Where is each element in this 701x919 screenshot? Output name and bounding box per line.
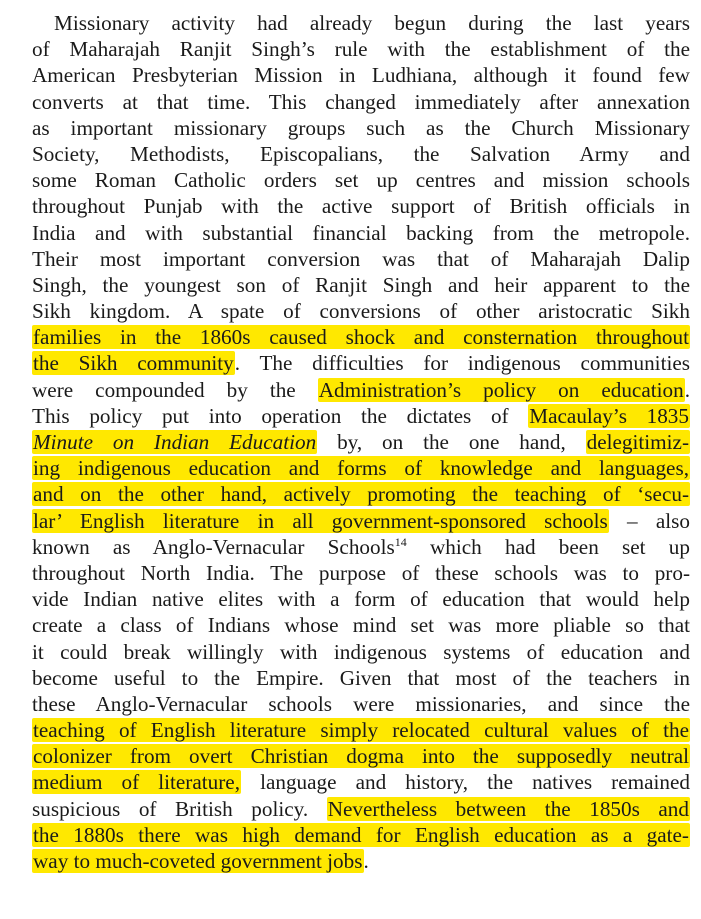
text-line (32, 822, 690, 848)
text-span: . (363, 849, 369, 873)
highlighted-text: Administration’s policy on education (318, 377, 684, 402)
text-line (32, 89, 690, 115)
text-line (32, 193, 690, 219)
text-span: India and with substantial financial backing from the metropole. (32, 220, 690, 245)
text-span: Missionary activity had already begun during the last years (54, 11, 690, 35)
text-line (32, 115, 690, 141)
text-span: American Presbyterian Mission in Ludhiana, although it found few (32, 63, 690, 88)
text-span: . (684, 377, 690, 402)
text-line (32, 62, 690, 88)
highlighted-text: Minute on Indian Education (33, 430, 317, 454)
text-line (32, 639, 690, 665)
text-span: some Roman Catholic orders set up centres and mission schools (32, 168, 690, 193)
text-span: known as Anglo-Vernacular Schools (32, 534, 395, 559)
text-span: were compounded by the (32, 377, 318, 402)
highlighted-text: the Sikh community (33, 351, 234, 376)
text-line (32, 272, 690, 298)
text-span: converts at that time. This changed immediately after annexation (32, 89, 690, 114)
text-line (32, 743, 690, 769)
text-span: become useful to the Empire. Given that most of the teachers in (32, 665, 690, 690)
highlighted-text: Macaulay’s 1835 (529, 403, 689, 428)
text-line (32, 612, 690, 638)
text-line (32, 691, 690, 717)
text-line (32, 429, 690, 455)
highlighted-text: Nevertheless between the 1850s and (327, 796, 689, 821)
text-span: vide Indian native elites with a form of education that would help (32, 587, 690, 612)
text-line (32, 534, 690, 560)
highlighted-text: way to much-coveted government jobs (33, 849, 363, 873)
text-line (32, 350, 690, 376)
text-line (32, 377, 690, 403)
text-line (32, 665, 690, 691)
text-span: Singh, the youngest son of Ranjit Singh and heir apparent to the (32, 272, 690, 297)
text-line (32, 560, 690, 586)
text-line (32, 769, 690, 795)
text-span: which had been set up (406, 534, 690, 559)
text-span: create a class of Indians whose mind set was more pliable so that (32, 613, 690, 638)
text-line (32, 586, 690, 612)
text-line (32, 403, 690, 429)
text-line (32, 508, 690, 534)
text-span: these Anglo-Vernacular schools were missionaries, and since the (32, 691, 690, 716)
text-span: . The difficulties for indigenous communities (234, 351, 690, 376)
text-span: of Maharajah Ranjit Singh’s rule with the establishment of the (32, 37, 690, 62)
text-line (32, 481, 690, 507)
highlighted-text: lar’ English literature in all government-sponsored schools (33, 508, 608, 533)
text-line (32, 167, 690, 193)
text-span: Sikh kingdom. A spate of conversions of other aristocratic Sikh (32, 299, 690, 324)
text-line (32, 455, 690, 481)
text-span: This policy put into operation the dictates of (32, 403, 529, 428)
text-span: throughout Punjab with the active support of British officials in (32, 194, 690, 219)
text-line (32, 246, 690, 272)
text-span: suspicious of British policy. (32, 796, 327, 821)
highlighted-text: teaching of English literature simply relocated cultural values of the (33, 718, 689, 743)
text-line (32, 796, 690, 822)
highlighted-text: families in the 1860s caused shock and consternation throughout (33, 325, 689, 350)
text-line (32, 298, 690, 324)
highlighted-text: and on the other hand, actively promoting the teaching of ‘secu- (33, 482, 689, 507)
highlighted-text: ing indigenous education and forms of knowledge and languages, (33, 456, 689, 481)
text-span: Society, Methodists, Episcopalians, the Salvation Army and (32, 141, 690, 166)
text-span: it could break willingly with indigenous systems of education and (32, 639, 690, 664)
text-line (32, 220, 690, 246)
text-span: as important missionary groups such as the Church Missionary (32, 115, 690, 140)
text-span: language and history, the natives remained (241, 770, 690, 795)
text-line (32, 36, 690, 62)
text-line (32, 324, 690, 350)
text-line (32, 848, 690, 874)
highlighted-text: the 1880s there was high demand for English education as a gate- (33, 822, 689, 847)
text-span: Their most important conversion was that of Maharajah Dalip (32, 246, 690, 271)
document-page (32, 10, 690, 874)
text-span: throughout North India. The purpose of these schools was to pro- (32, 560, 690, 585)
highlighted-text: colonizer from overt Christian dogma into the supposedly neutral (33, 744, 689, 769)
highlighted-text: delegitimiz- (586, 430, 689, 454)
text-line (32, 141, 690, 167)
text-span: – also (608, 508, 690, 533)
footnote-ref: 14 (394, 534, 407, 549)
text-line (32, 717, 690, 743)
text-span: by, on the one hand, (317, 430, 586, 454)
highlighted-text: medium of literature, (33, 770, 240, 795)
text-line (32, 10, 690, 36)
